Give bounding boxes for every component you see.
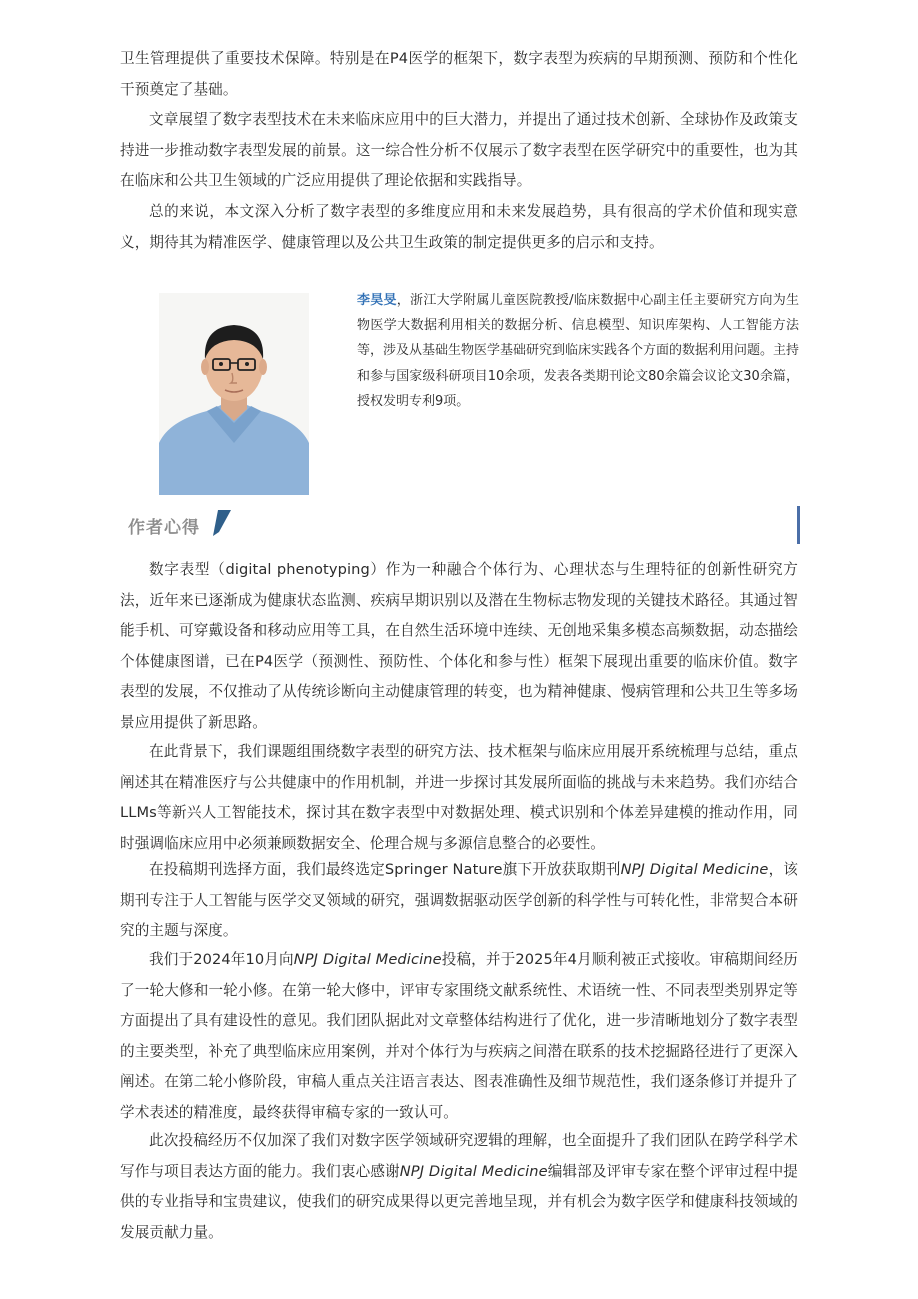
- body-paragraph-4-lead: 我们于2024年10月向: [149, 951, 294, 968]
- body-paragraph-5-lead: 此次投稿经历不仅加深了我们对数字医学领域研究逻辑的理解，也全面提升了我们团队在跨学科学术写作与项目表达方面的能力。我们衷心感谢: [120, 1132, 798, 1180]
- section-title: 作者心得: [128, 518, 200, 538]
- body-paragraph-3-lead: 在投稿期刊选择方面，我们最终选定Springer Nature旗下开放获取期刊: [149, 861, 621, 878]
- journal-name: NPJ Digital Medicine: [399, 1162, 548, 1180]
- intro-paragraph-1: 卫生管理提供了重要技术保障。特别是在P4医学的框架下，数字表型为疾病的早期预测、预防和个性化干预奠定了基础。: [120, 50, 798, 98]
- section-header: [128, 506, 800, 546]
- section-accent-bar: [797, 506, 800, 544]
- body-paragraph-1: 数字表型（digital phenotyping）作为一种融合个体行为、心理状态与生理特征的创新性研究方法，近年来已逐渐成为健康状态监测、疾病早期识别以及潜在生物标志物发现的关键技术路径。其通过智能手机、可穿戴设备和移动应用等工具，在自然生活环境中连续、无创地采集多模态高频数据，动态描绘个体健康图谱，已在P4医学（预测性、预防性、个体化和参与性）框架下展现出重要的临床价值。数字表型的发展，不仅推动了从传统诊断向主动健康管理的转变，也为精神健康、慢病管理和公共卫生等多场景应用提供了新思路。: [120, 561, 798, 731]
- body-paragraph-3: [120, 855, 798, 947]
- body-paragraph-2: 在此背景下，我们课题组围绕数字表型的研究方法、技术框架与临床应用展开系统梳理与总结，重点阐述其在精准医疗与公共健康中的作用机制，并进一步探讨其发展所面临的挑战与未来趋势。我们亦结合 LLMs等新兴人工智能技术，探讨其在数字表型中对数据处理、模式识别和个体差异建模的推动作用，同时强调临床应用中必须兼顾数据安全、伦理合规与多源信息整合的必要性。: [120, 743, 798, 852]
- body-paragraph-5-tail: 编辑部及评审专家在整个评审过程中提供的专业指导和宝贵建议，使我们的研究成果得以更完善地呈现，并有机会为数字医学和健康科技领域的发展贡献力量。: [120, 1162, 798, 1241]
- section-flag-icon: [213, 510, 231, 536]
- body-paragraph-3-tail: ，该期刊专注于人工智能与医学交叉领域的研究，强调数据驱动医学创新的科学性与可转化性，非常契合本研究的主题与深度。: [120, 861, 798, 940]
- author-name: 李昊旻: [357, 293, 397, 308]
- intro-paragraph-3: 总的来说，本文深入分析了数字表型的多维度应用和未来发展趋势，具有很高的学术价值和现实意义，期待其为精准医学、健康管理以及公共卫生政策的制定提供更多的启示和支持。: [120, 203, 798, 251]
- author-portrait-image: [159, 293, 309, 495]
- body-paragraph-4: [120, 945, 798, 1129]
- author-photo: [159, 293, 309, 495]
- intro-paragraph-2: 文章展望了数字表型技术在未来临床应用中的巨大潜力，并提出了通过技术创新、全球协作及政策支持进一步推动数字表型发展的前景。这一综合性分析不仅展示了数字表型在医学研究中的重要性，也为其在临床和公共卫生领域的广泛应用提供了理论依据和实践指导。: [120, 111, 798, 190]
- author-bio: [357, 288, 799, 414]
- author-bio-text: ，浙江大学附属儿童医院教授/临床数据中心副主任主要研究方向为生物医学大数据利用相关的数据分析、信息模型、知识库架构、人工智能方法等，涉及从基础生物医学基础研究到临床实践各个方面的数据利用问题。主持和参与国家级科研项目10余项，发表各类期刊论文80余篇会议论文30余篇，授权发明专利9项。: [357, 293, 800, 409]
- body-paragraph-5: [120, 1126, 798, 1248]
- journal-name: NPJ Digital Medicine: [620, 861, 769, 878]
- body-paragraph-4-tail: 投稿，并于2025年4月顺利被正式接收。审稿期间经历了一轮大修和一轮小修。在第一轮大修中，评审专家围绕文献系统性、术语统一性、不同表型类别界定等方面提出了具有建设性的意见。我们团队据此对文章整体结构进行了优化，进一步清晰地划分了数字表型的主要类型，补充了典型临床应用案例，并对个体行为与疾病之间潜在联系的技术挖掘路径进行了更深入阐述。在第二轮小修阶段，审稿人重点关注语言表达、图表准确性及细节规范性，我们逐条修订并提升了学术表述的精准度，最终获得审稿专家的一致认可。: [120, 951, 798, 1121]
- journal-name: NPJ Digital Medicine: [293, 951, 442, 968]
